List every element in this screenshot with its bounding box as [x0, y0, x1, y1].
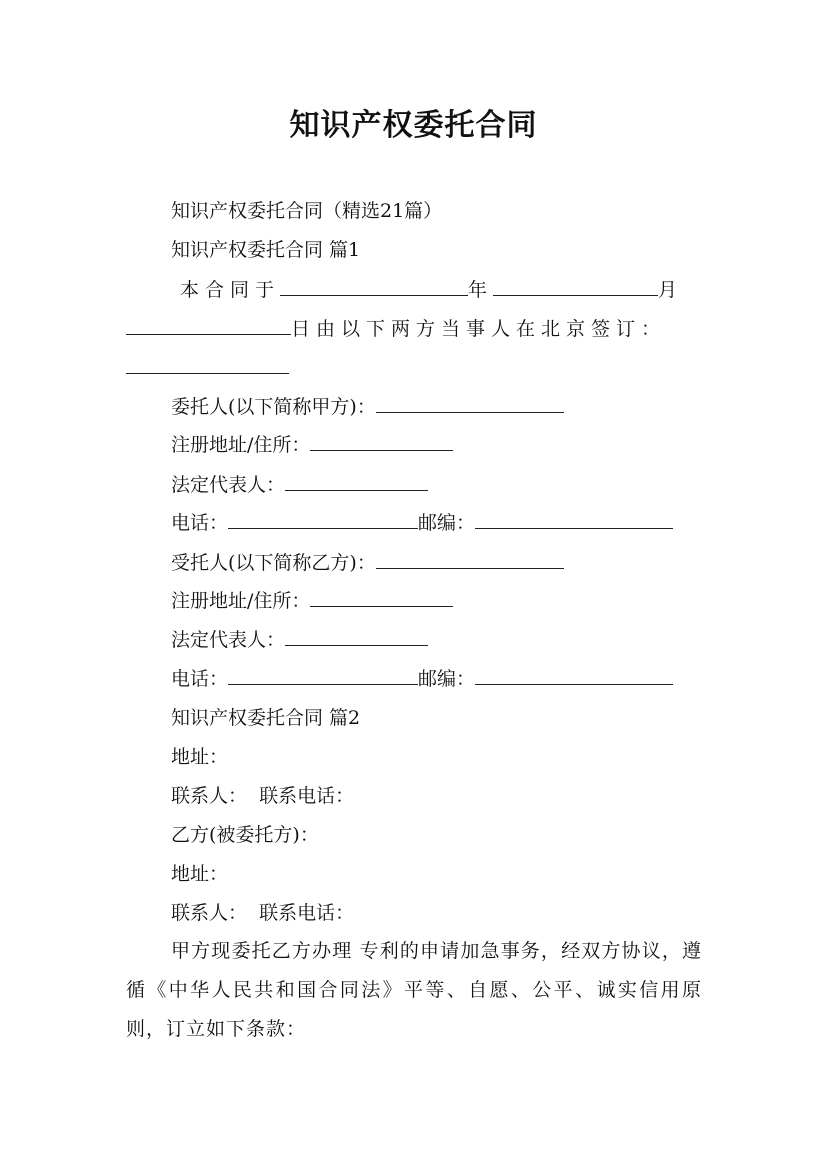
blank-line — [285, 472, 428, 491]
blank-line — [280, 277, 468, 296]
blank-line — [475, 510, 673, 529]
signing-place-line — [126, 354, 289, 382]
document-title: 知识产权委托合同 — [289, 108, 538, 143]
blank-line — [310, 588, 453, 607]
contact-line-2: 联系人： 联系电话： — [171, 902, 355, 924]
blank-line — [228, 510, 418, 529]
address-line-2: 地址： — [171, 863, 229, 885]
party-b-rep-line — [171, 626, 428, 654]
blank-line — [376, 394, 564, 413]
contract-place-line — [126, 315, 666, 343]
party-b-phone-label: 电话： — [171, 668, 229, 690]
party-a-address-label: 注册地址/住所： — [171, 434, 311, 456]
blank-line — [126, 316, 291, 335]
agreement-paragraph: 甲方现委托乙方办理 专利的申请加急事务，经双方协议，遵循《中华人民共和国合同法》平等、自愿、公平、诚实信用原则，订立如下条款： — [126, 940, 702, 1040]
party-b-entrusted-line: 乙方(被委托方)： — [171, 824, 319, 846]
party-a-address-line — [171, 431, 453, 459]
blank-line — [310, 432, 453, 451]
party-b-phone-line — [171, 665, 673, 693]
section1-heading: 知识产权委托合同 篇1 — [171, 239, 361, 261]
party-b-postcode-label: 邮编： — [418, 668, 476, 690]
blank-line — [228, 666, 418, 685]
month-label: 月 — [658, 279, 684, 301]
party-b-address-label: 注册地址/住所： — [171, 590, 311, 612]
party-a-postcode-label: 邮编： — [418, 512, 476, 534]
party-b-address-line — [171, 587, 453, 615]
party-a-label: 委托人(以下简称甲方)： — [171, 396, 376, 418]
party-a-phone-label: 电话： — [171, 512, 229, 534]
blank-line — [493, 277, 658, 296]
party-a-phone-line — [171, 509, 673, 537]
party-b-label: 受托人(以下简称乙方)： — [171, 552, 376, 574]
address-line-1: 地址： — [171, 746, 229, 768]
collection-title: 知识产权委托合同（精选21篇） — [171, 200, 443, 222]
contact-line-1: 联系人： 联系电话： — [171, 785, 355, 807]
intro-text-2: 日由以下两方当事人在北京签订： — [291, 318, 667, 340]
section2-heading: 知识产权委托合同 篇2 — [171, 707, 361, 729]
party-a-line — [171, 393, 564, 421]
party-b-rep-label: 法定代表人： — [171, 629, 286, 651]
blank-line — [126, 355, 289, 374]
party-a-rep-label: 法定代表人： — [171, 474, 286, 496]
blank-line — [376, 550, 564, 569]
blank-line — [475, 666, 673, 685]
intro-text: 本合同于 — [180, 279, 281, 301]
party-b-line — [171, 549, 564, 577]
year-label: 年 — [468, 279, 494, 301]
party-a-rep-line — [171, 471, 428, 499]
contract-date-line — [180, 276, 683, 304]
blank-line — [285, 627, 428, 646]
